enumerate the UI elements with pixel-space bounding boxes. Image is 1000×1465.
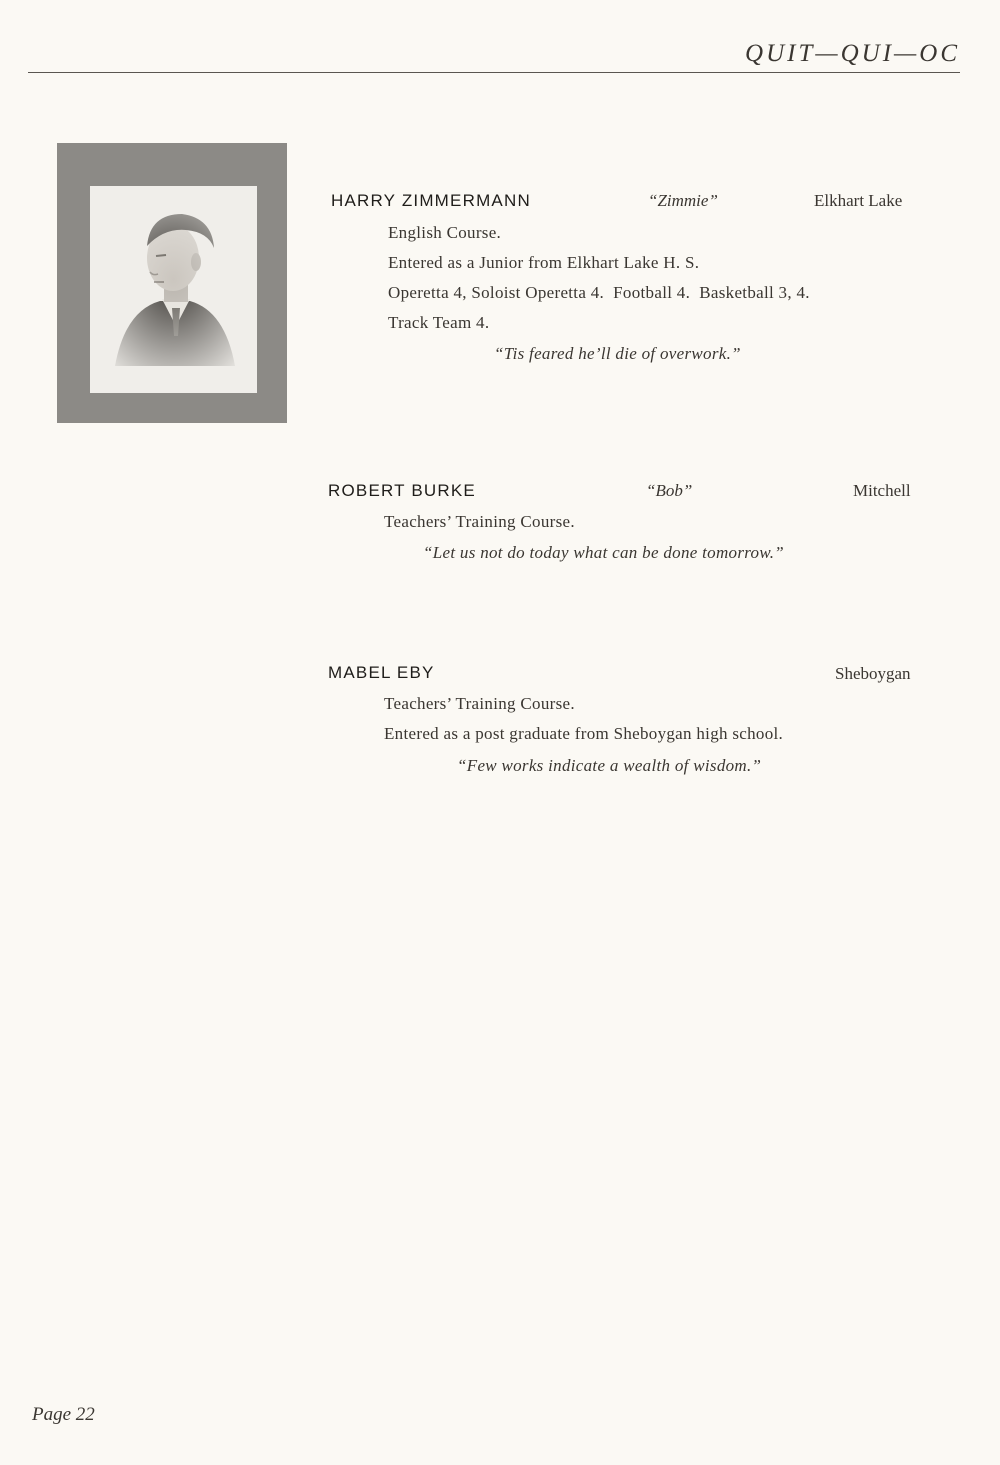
header-rule <box>28 72 960 73</box>
student-hometown: Mitchell <box>853 481 911 500</box>
student-quote: “Let us not do today what can be done tomorrow.” <box>423 543 785 562</box>
student-detail-line: English Course. <box>388 223 502 242</box>
page-number: Page 22 <box>32 1404 95 1425</box>
student-name: ROBERT BURKE <box>328 481 476 500</box>
student-nickname: “Bob” <box>646 481 693 500</box>
student-detail-line: Teachers’ Training Course. <box>384 512 575 531</box>
student-detail-line: Entered as a Junior from Elkhart Lake H. S. <box>388 253 700 272</box>
student-detail-line: Operetta 4, Soloist Operetta 4. Football 4. Basketball 3, 4. <box>388 283 810 302</box>
student-detail-line: Entered as a post graduate from Sheboygan high school. <box>384 724 784 743</box>
page-header-title: QUIT—QUI—OC <box>745 40 960 67</box>
student-quote: “Tis feared he’ll die of overwork.” <box>494 344 741 363</box>
student-name: HARRY ZIMMERMANN <box>331 191 531 210</box>
student-detail-line: Teachers’ Training Course. <box>384 694 575 713</box>
portrait-photo <box>90 186 257 393</box>
student-nickname: “Zimmie” <box>648 191 718 210</box>
student-hometown: Elkhart Lake <box>814 191 903 210</box>
student-detail-line: Track Team 4. <box>388 313 490 332</box>
student-name: MABEL EBY <box>328 663 435 682</box>
student-quote: “Few works indicate a wealth of wisdom.” <box>457 756 762 775</box>
student-hometown: Sheboygan <box>835 664 911 683</box>
